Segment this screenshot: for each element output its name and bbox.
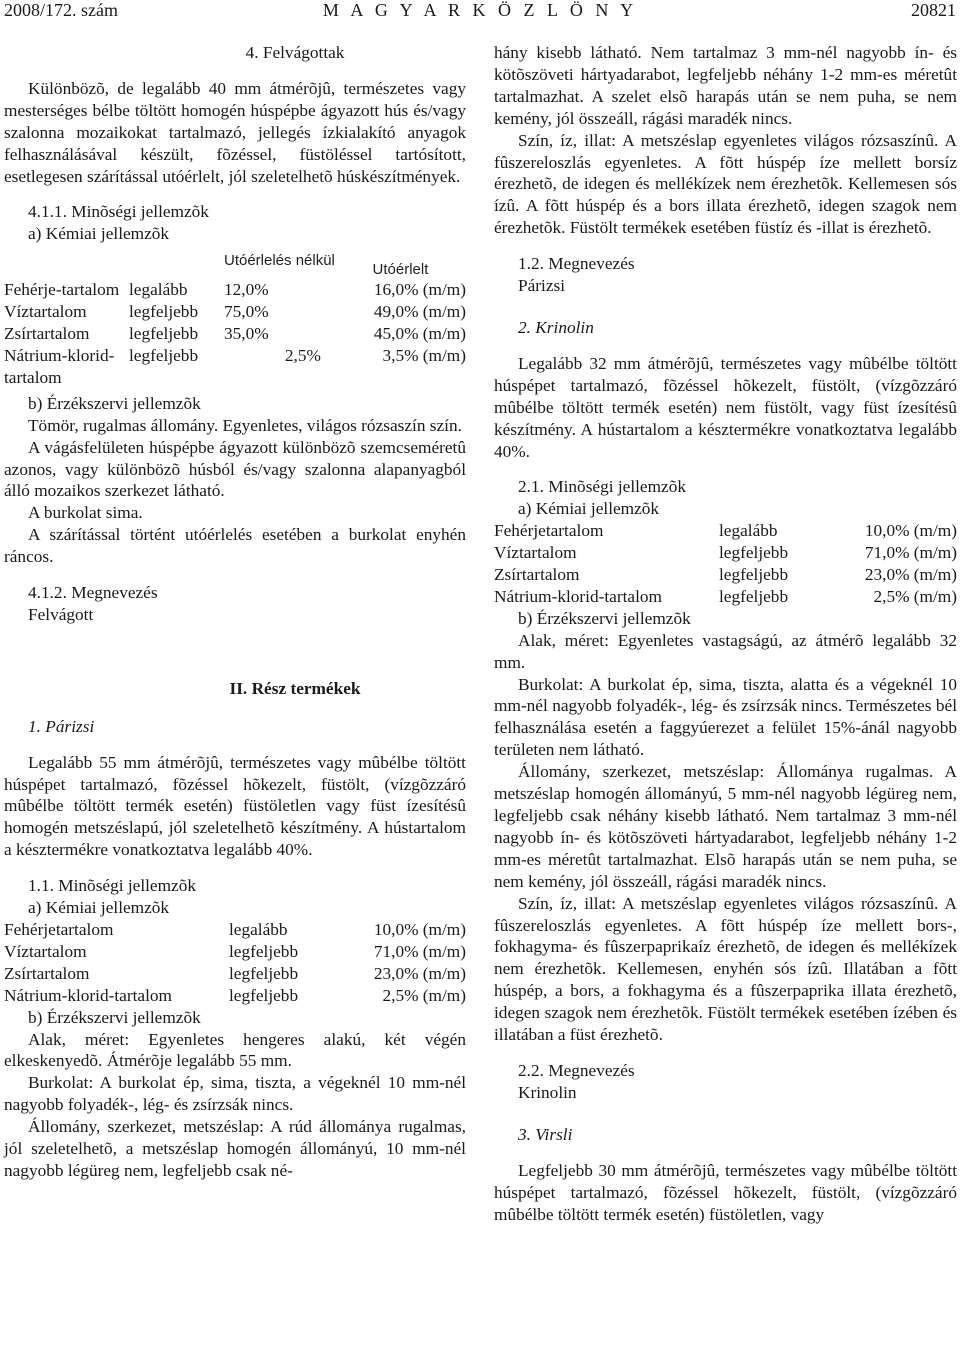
table-row — [4, 941, 466, 963]
body-paragraph: Alak, méret: Egyenletes vastagságú, az átmérõ legalább 32 mm. — [494, 630, 957, 672]
body-paragraph: Alak, méret: Egyenletes hengeres alakú, két végén elkeskenyedõ. Átmérõje legalább 55 mm. — [4, 1029, 466, 1071]
body-paragraph: A vágásfelületen húspépbe ágyazott különbözõ szemcseméretû azonos, vagy különbözõ húsból és/vagy szalonna alapanyagból álló mozaikos szerkezet látható. — [4, 437, 466, 501]
table-row — [4, 985, 466, 1007]
chemical-heading: a) Kémiai jellemzõk — [28, 224, 170, 244]
table-row — [4, 323, 466, 345]
table-row — [494, 586, 957, 608]
row-label: Víztartalom — [4, 302, 87, 322]
body-paragraph: Legalább 55 mm átmérõjû, természetes vagy mûbélbe töltött húspépet tartalmazó, fõzéssel hõkezelt, füstölt, (vízgõzzáró mûbélbe töltött termék esetén) füstöletlen vagy füst ízesítésû homogén metszéslapú, jól szeletelhetõ készítmény. A hústartalom a késztermékre vonatkoztatva legalább 40%. — [4, 752, 466, 860]
body-paragraph: Legalább 32 mm átmérõjû, természetes vagy mûbélbe töltött húspépet tartalmazó, fõzéssel hõkezelt, füstölt, (vízgõzzáró mûbélbe töltött termék esetén) nem füstölt, vagy füst ízesítésû készítmény. A hústartalom a késztermékre vonatkoztatva legalább 40%. — [494, 353, 957, 461]
value: 75,0% — [224, 302, 269, 322]
subsection-heading: 4.1.1. Minõségi jellemzõk — [28, 202, 209, 222]
subsection-heading: 1.1. Minõségi jellemzõk — [28, 876, 196, 896]
row-label: Nátrium-klorid-tartalom — [4, 985, 172, 1005]
body-paragraph: A szárítással történt utóérlelés esetében a burkolat enyhén ráncos. — [4, 525, 466, 567]
page-header — [0, 0, 960, 22]
qualifier: legfeljebb — [719, 586, 789, 606]
value: 35,0% — [224, 324, 269, 344]
row-label: Zsírtartalom — [4, 324, 90, 344]
value: 2,5% (m/m) — [382, 985, 466, 1005]
intro-paragraph: Különbözõ, de legalább 40 mm átmérõjû, természetes vagy mesterséges bélbe töltött homogén húspépbe ágyazott hús és/vagy szalonna mozaikokat tartalmazó, jellegés ízkialakító anyagok felhasználásával készült, fõzéssel, füstöléssel tartósított, esetlegesen szárítással utóérlelt, jól szeletelhetõ húskészítmények. — [4, 78, 466, 186]
body-paragraph: Szín, íz, illat: A metszéslap egyenletes világos rózsaszínû. A fûszereloszlás egyenletes. A fõtt húspép íze mellett borsíz érezhetõ, de idegen és mellékízek nem érezhetõk. Kellemesen sós ízû. A fõtt húspép és a bors illata érezhetõ, idegen szagok nem érezhetõk. Füstölt termékek esetében füstíz és -illat is érezhetõ. — [494, 130, 957, 238]
table-header-row — [4, 251, 466, 279]
left-column — [4, 42, 466, 1182]
value: 2,5% — [284, 345, 321, 365]
chemical-table — [494, 520, 957, 608]
row-label: Zsírtartalom — [494, 565, 580, 585]
qualifier: legfeljebb — [129, 324, 199, 344]
chemical-heading: a) Kémiai jellemzõk — [518, 499, 660, 519]
part-heading: II. Rész termékek — [229, 678, 361, 698]
table-row — [494, 542, 957, 564]
publication-title: M A G Y A R K Ö Z L Ö N Y — [322, 0, 638, 20]
qualifier: legfeljebb — [129, 302, 199, 322]
body-paragraph: Burkolat: A burkolat ép, sima, tiszta, a végeknél 10 mm-nél nagyobb folyadék-, lég- és zsírzsák nincs. — [4, 1073, 466, 1115]
value: 2,5% (m/m) — [873, 586, 957, 606]
sensory-heading: b) Érzékszervi jellemzõk — [28, 1007, 201, 1027]
body-paragraph: Tömör, rugalmas állomány. Egyenletes, világos rózsaszín szín. — [28, 415, 462, 435]
body-paragraph: A burkolat sima. — [28, 503, 143, 523]
column-header: Utóérlelt — [372, 261, 429, 279]
row-label: Nátrium-klorid-tartalom — [4, 345, 115, 387]
table-row — [4, 919, 466, 941]
value: 12,0% — [224, 280, 269, 300]
table-row — [4, 963, 466, 985]
subsection-heading: 2.1. Minõségi jellemzõk — [518, 477, 686, 497]
qualifier: legfeljebb — [229, 941, 299, 961]
subsection-heading: 1.2. Megnevezés — [518, 254, 635, 274]
subsection-heading: 4.1.2. Megnevezés — [28, 583, 158, 603]
table-row — [4, 345, 466, 389]
row-label: Víztartalom — [494, 543, 577, 563]
row-label: Víztartalom — [4, 941, 87, 961]
value: 10,0% (m/m) — [864, 521, 957, 541]
product-heading: 1. Párizsi — [28, 716, 95, 736]
qualifier: legfeljebb — [229, 985, 299, 1005]
value: 3,5% (m/m) — [382, 345, 466, 365]
qualifier: legalább — [129, 280, 188, 300]
chemical-table — [4, 919, 466, 1007]
product-heading: 2. Krinolin — [518, 317, 594, 337]
table-row — [494, 564, 957, 586]
qualifier: legfeljebb — [129, 345, 199, 365]
issue-number: 2008/172. szám — [4, 0, 118, 20]
sensory-heading: b) Érzékszervi jellemzõk — [518, 608, 691, 628]
product-name: Felvágott — [28, 604, 94, 624]
body-paragraph: Legfeljebb 30 mm átmérõjû, természetes vagy mûbélbe töltött húspépet tartalmazó, fõzéssel hõkezelt, füstölt, (vízgõzzáró mûbélbe töltött termék esetén) füstöletlen, vagy — [494, 1160, 957, 1224]
value: 16,0% (m/m) — [373, 280, 466, 300]
sensory-heading: b) Érzékszervi jellemzõk — [28, 393, 201, 413]
subsection-heading: 2.2. Megnevezés — [518, 1060, 635, 1080]
qualifier: legfeljebb — [229, 963, 299, 983]
section-heading: 4. Felvágottak — [245, 43, 345, 62]
chemical-table — [4, 251, 466, 389]
value: 49,0% (m/m) — [373, 302, 466, 322]
body-paragraph: Burkolat: A burkolat ép, sima, tiszta, alatta és a végeknél 10 mm-nél nagyobb folyadék-, lég- és zsírzsák nincs. Természetes bél felhasználása esetén a faggyúerezet a felület 15%-ánál nagyobb területen nem látható. — [494, 674, 957, 760]
row-label: Fehérjetartalom — [494, 521, 604, 541]
value: 10,0% (m/m) — [373, 920, 466, 939]
page-number: 20821 — [911, 0, 956, 20]
column-header: Utóérlelés nélkül — [224, 252, 335, 270]
table-row — [4, 301, 466, 323]
value: 23,0% (m/m) — [373, 963, 466, 983]
product-name: Krinolin — [518, 1082, 577, 1102]
body-paragraph: Állomány, szerkezet, metszéslap: Állománya rugalmas. A metszéslap homogén állományú, 5 mm-nél nagyobb légüreg nem, legfeljebb csak néhány kisebb látható. Nem tartalmaz 3 mm-nél nagyobb ín- és kötõszöveti hártyadarabot, legfeljebb néhány 1-2 mm-es méretût tartalmazhat. Elsõ harapás után se nem puha, se nem kemény, jól összeáll, rágási maradék nincs. — [494, 762, 957, 891]
qualifier: legalább — [229, 920, 288, 939]
body-paragraph: Állomány, szerkezet, metszéslap: A rúd állománya rugalmas, jól szeletelhetõ, a metszéslap homogén állományú, 10 mm-nél nagyobb légüreg nem, legfeljebb csak né- — [4, 1117, 466, 1180]
qualifier: legfeljebb — [719, 543, 789, 563]
value: 71,0% (m/m) — [864, 543, 957, 563]
qualifier: legalább — [719, 521, 778, 541]
row-label: Zsírtartalom — [4, 963, 90, 983]
product-name: Párizsi — [518, 276, 566, 296]
row-label: Fehérje-tartalom — [4, 280, 120, 300]
table-row — [4, 279, 466, 301]
value: 45,0% (m/m) — [373, 324, 466, 344]
row-label: Nátrium-klorid-tartalom — [494, 586, 662, 606]
right-column — [494, 42, 957, 1225]
table-row — [494, 520, 957, 542]
row-label: Fehérjetartalom — [4, 920, 114, 939]
chemical-heading: a) Kémiai jellemzõk — [28, 898, 170, 918]
value: 23,0% (m/m) — [864, 565, 957, 585]
body-paragraph: hány kisebb látható. Nem tartalmaz 3 mm-nél nagyobb ín- és kötõszöveti hártyadarabot, legfeljebb néhány 1-2 mm-es méretût tartalmazhat. A szelet elsõ harapás után se nem puha, se nem kemény, jól összeáll, rágási maradék nincs. — [494, 43, 957, 128]
value: 71,0% (m/m) — [373, 941, 466, 961]
product-heading: 3. Virsli — [518, 1124, 573, 1144]
body-paragraph: Szín, íz, illat: A metszéslap egyenletes világos rózsaszínû. A fûszereloszlás egyenletes. A fõtt húspép íze mellett bors-, fokhagyma- és fûszerpaprikaíz érezhetõ, de idegen és mellékízek nem érezhetõk. Kellemesen, enyhén sós ízû. Illatában a fõtt húspép, a bors, a fokhagyma és a fûszerpaprika illata érezhetõ, idegen szagok nem érezhetõk. Füstölt termékek esetében ízében és illatában a füst érezhetõ. — [494, 893, 957, 1045]
qualifier: legfeljebb — [719, 565, 789, 585]
